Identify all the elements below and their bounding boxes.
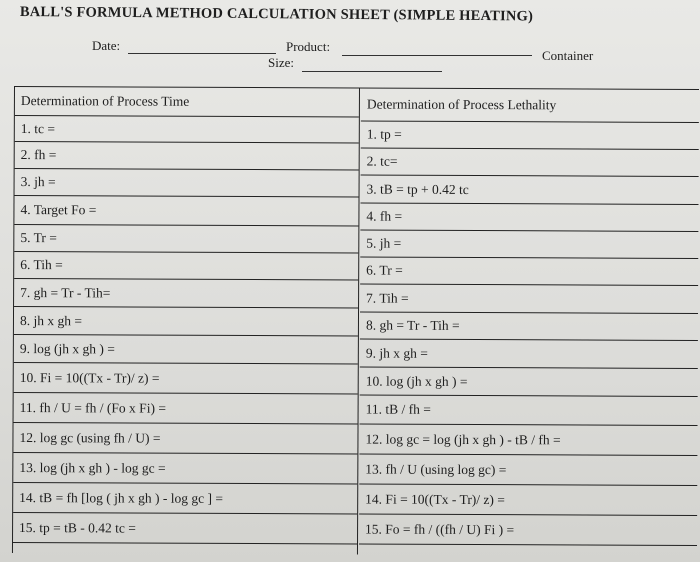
product-line: [342, 55, 532, 56]
process-lethality-column: [359, 89, 699, 556]
left-row-3: 3. jh =: [15, 169, 359, 198]
right-row-13: 13. fh / U (using log gc) =: [359, 455, 697, 486]
process-time-column: [13, 87, 360, 555]
date-label: Date:: [92, 38, 121, 53]
right-row-7: 7. Tih =: [360, 285, 698, 314]
right-row-8: 8. gh = Tr - Tih =: [360, 313, 698, 341]
right-row-4: 4. fh =: [360, 204, 698, 232]
right-row-14: 14. Fi = 10((Tx - Tr)/ z) =: [359, 485, 697, 516]
calculation-table: [12, 86, 699, 556]
left-row-7: 7. gh = Tr - Tih=: [14, 279, 358, 309]
left-row-6: 6. Tih =: [14, 252, 358, 281]
left-row-14: 14. tB = fh [log ( jh x gh ) - log gc ] =: [13, 483, 357, 515]
sheet-title: BALL'S FORMULA METHOD CALCULATION SHEET (SIMPLE HEATING): [19, 4, 534, 25]
process-lethality-heading: Determination of Process Lethality: [361, 89, 699, 123]
size-line: [302, 71, 442, 72]
right-row-12: 12. log gc = log (jh x gh ) - tB / fh =: [359, 425, 697, 456]
left-row-2: 2. fh =: [15, 142, 359, 171]
size-label: Size:: [268, 55, 294, 70]
right-row-3: 3. tB = tp + 0.42 tc: [360, 176, 698, 205]
right-row-15: 15. Fo = fh / ((fh / U) Fi ) =: [359, 515, 697, 546]
right-row-1: 1. tp =: [361, 122, 699, 150]
right-row-9: 9. jh x gh =: [360, 340, 698, 369]
product-label: Product:: [286, 39, 331, 54]
left-row-9: 9. log (jh x gh ) =: [14, 335, 358, 365]
left-row-15: 15. tp = tB - 0.42 tc =: [13, 513, 357, 545]
left-row-13: 13. log (jh x gh ) - log gc =: [13, 453, 357, 485]
left-row-12: 12. log gc (using fh / U) =: [13, 423, 357, 455]
left-row-10: 10. Fi = 10((Tx - Tr)/ z) =: [14, 363, 358, 395]
right-row-5: 5. jh =: [360, 231, 698, 259]
right-row-2: 2. tc=: [361, 149, 699, 177]
left-row-1: 1. tc =: [15, 116, 359, 144]
process-time-heading: Determination of Process Time: [15, 87, 359, 118]
left-row-8: 8. jh x gh =: [14, 307, 358, 337]
left-row-11: 11. fh / U = fh / (Fo x Fi) =: [14, 393, 358, 425]
left-row-5: 5. Tr =: [14, 225, 358, 254]
right-row-11: 11. tB / fh =: [360, 396, 698, 426]
date-line: [128, 53, 276, 54]
right-row-6: 6. Tr =: [360, 258, 698, 286]
container-label: Container: [542, 48, 594, 63]
right-row-10: 10. log (jh x gh ) =: [360, 368, 698, 397]
left-row-4: 4. Target Fo =: [14, 196, 358, 227]
